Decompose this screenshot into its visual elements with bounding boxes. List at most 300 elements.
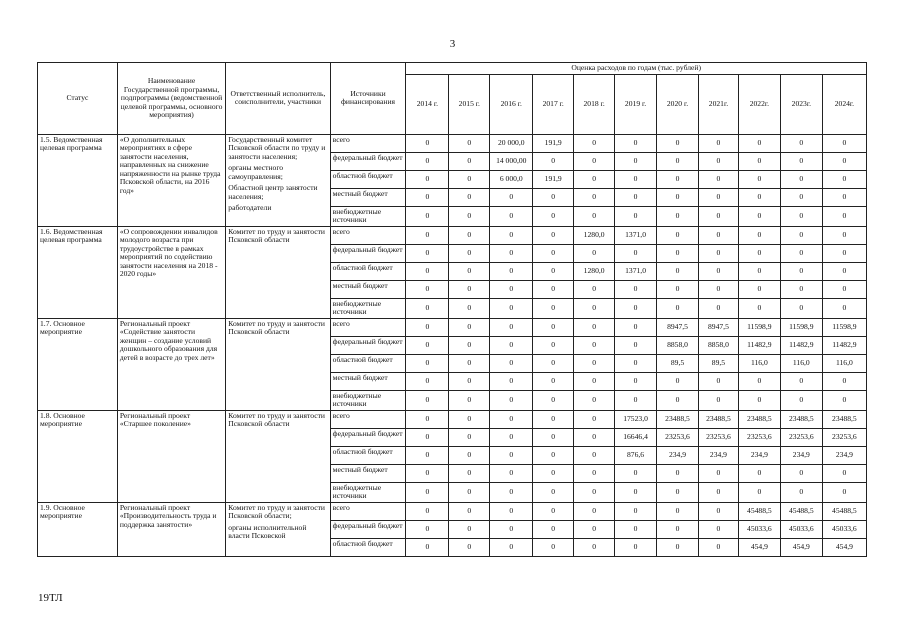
- amount-cell: 0: [490, 188, 533, 206]
- amount-cell: 0: [657, 244, 699, 262]
- amount-cell: 0: [780, 170, 822, 188]
- amount-cell: 0: [406, 206, 449, 226]
- footer-code: 19ТЛ: [38, 592, 63, 604]
- amount-cell: 0: [449, 520, 490, 538]
- amount-cell: 0: [738, 482, 780, 502]
- amount-cell: 0: [822, 482, 866, 502]
- amount-cell: 0: [657, 206, 699, 226]
- amount-cell: 0: [615, 318, 657, 336]
- amount-cell: 0: [406, 372, 449, 390]
- amount-cell: 0: [657, 538, 699, 556]
- amount-cell: 14 000,00: [490, 152, 533, 170]
- amount-cell: 0: [780, 134, 822, 152]
- amount-cell: 0: [574, 410, 615, 428]
- amount-cell: 0: [574, 188, 615, 206]
- amount-cell: 0: [615, 188, 657, 206]
- amount-cell: 0: [449, 318, 490, 336]
- amount-cell: 0: [490, 538, 533, 556]
- amount-cell: 0: [822, 262, 866, 280]
- amount-cell: 0: [574, 482, 615, 502]
- amount-cell: 0: [490, 226, 533, 244]
- amount-cell: 876,6: [615, 446, 657, 464]
- amount-cell: 0: [533, 262, 574, 280]
- amount-cell: 0: [449, 464, 490, 482]
- row-program-name: «О дополнительных мероприятиях в сфере занятости населения, направленных на снижение напряженности на рынке труда Псковской области, на 2016 год»: [117, 134, 225, 226]
- responsible-line: работодатели: [228, 203, 272, 212]
- amount-cell: 0: [406, 354, 449, 372]
- amount-cell: 0: [698, 390, 738, 410]
- header-year: 2024г.: [822, 74, 866, 134]
- amount-cell: 0: [780, 152, 822, 170]
- amount-cell: 0: [406, 446, 449, 464]
- amount-cell: 0: [490, 318, 533, 336]
- table-row: [38, 502, 867, 520]
- amount-cell: 0: [406, 298, 449, 318]
- amount-cell: 0: [449, 446, 490, 464]
- responsible-line: органы исполнительной власти Псковской: [228, 522, 307, 540]
- amount-cell: 0: [406, 410, 449, 428]
- amount-cell: 0: [449, 188, 490, 206]
- amount-cell: 0: [449, 298, 490, 318]
- funding-source: областной бюджет: [330, 262, 406, 280]
- amount-cell: 45033,6: [780, 520, 822, 538]
- header-sources: Источники финансирования: [330, 63, 406, 135]
- amount-cell: 0: [698, 372, 738, 390]
- amount-cell: 0: [533, 520, 574, 538]
- amount-cell: 0: [574, 520, 615, 538]
- amount-cell: 0: [615, 538, 657, 556]
- amount-cell: 23253,6: [698, 428, 738, 446]
- amount-cell: 116,0: [738, 354, 780, 372]
- row-program-name: Региональный проект «Старшее поколение»: [117, 410, 225, 502]
- amount-cell: 0: [657, 152, 699, 170]
- amount-cell: 11482,9: [738, 336, 780, 354]
- amount-cell: 1280,0: [574, 262, 615, 280]
- amount-cell: 0: [615, 520, 657, 538]
- amount-cell: 0: [822, 134, 866, 152]
- amount-cell: 0: [574, 280, 615, 298]
- amount-cell: 0: [657, 170, 699, 188]
- amount-cell: 0: [780, 206, 822, 226]
- amount-cell: 0: [822, 170, 866, 188]
- header-year: 2019 г.: [615, 74, 657, 134]
- amount-cell: 8858,0: [657, 336, 699, 354]
- amount-cell: 0: [780, 226, 822, 244]
- amount-cell: 0: [615, 280, 657, 298]
- row-status: 1.5. Ведомственная целевая программа: [38, 134, 118, 226]
- amount-cell: 234,9: [738, 446, 780, 464]
- amount-cell: 0: [406, 262, 449, 280]
- header-year: 2023г.: [780, 74, 822, 134]
- funding-source: федеральный бюджет: [330, 244, 406, 262]
- amount-cell: 23253,6: [822, 428, 866, 446]
- funding-source: федеральный бюджет: [330, 520, 406, 538]
- amount-cell: 8858,0: [698, 336, 738, 354]
- amount-cell: 45488,5: [780, 502, 822, 520]
- amount-cell: 234,9: [698, 446, 738, 464]
- amount-cell: 0: [406, 134, 449, 152]
- funding-source: местный бюджет: [330, 464, 406, 482]
- funding-source: всего: [330, 134, 406, 152]
- amount-cell: 0: [698, 464, 738, 482]
- amount-cell: 0: [490, 446, 533, 464]
- amount-cell: 23488,5: [698, 410, 738, 428]
- amount-cell: 23488,5: [738, 410, 780, 428]
- amount-cell: 0: [406, 428, 449, 446]
- amount-cell: 23488,5: [780, 410, 822, 428]
- amount-cell: 0: [449, 244, 490, 262]
- responsible-line: Комитет по труду и занятости Псковской области: [228, 410, 325, 428]
- amount-cell: 0: [449, 170, 490, 188]
- funding-source: федеральный бюджет: [330, 336, 406, 354]
- amount-cell: 0: [822, 372, 866, 390]
- amount-cell: 0: [780, 390, 822, 410]
- amount-cell: 23488,5: [822, 410, 866, 428]
- header-year: 2020 г.: [657, 74, 699, 134]
- amount-cell: 0: [657, 482, 699, 502]
- amount-cell: 0: [657, 188, 699, 206]
- responsible-line: Государственный комитет Псковской области по труду и занятости населения;: [228, 134, 326, 161]
- amount-cell: 191,9: [533, 134, 574, 152]
- amount-cell: 0: [490, 354, 533, 372]
- amount-cell: 0: [406, 390, 449, 410]
- amount-cell: 0: [574, 170, 615, 188]
- amount-cell: 45488,5: [822, 502, 866, 520]
- amount-cell: 0: [490, 206, 533, 226]
- amount-cell: 0: [533, 152, 574, 170]
- amount-cell: 0: [533, 502, 574, 520]
- row-responsible: [226, 134, 330, 226]
- header-year: 2018 г.: [574, 74, 615, 134]
- amount-cell: 0: [449, 390, 490, 410]
- amount-cell: 0: [406, 226, 449, 244]
- amount-cell: 0: [738, 244, 780, 262]
- amount-cell: 0: [406, 152, 449, 170]
- amount-cell: 11598,9: [822, 318, 866, 336]
- amount-cell: 0: [615, 502, 657, 520]
- amount-cell: 0: [490, 428, 533, 446]
- amount-cell: 234,9: [780, 446, 822, 464]
- amount-cell: 23253,6: [657, 428, 699, 446]
- header-name: Наименование Государственной программы, подпрограммы (ведомственной целевой программы, основного мероприятия): [117, 63, 225, 135]
- amount-cell: 45488,5: [738, 502, 780, 520]
- amount-cell: 0: [490, 372, 533, 390]
- funding-source: местный бюджет: [330, 280, 406, 298]
- funding-source: всего: [330, 410, 406, 428]
- expenditure-table: [37, 62, 867, 557]
- row-status: 1.6. Ведомственная целевая программа: [38, 226, 118, 318]
- table-row: [38, 226, 867, 244]
- amount-cell: 0: [406, 538, 449, 556]
- table-body: [38, 134, 867, 556]
- amount-cell: 0: [533, 482, 574, 502]
- amount-cell: 454,9: [822, 538, 866, 556]
- amount-cell: 23488,5: [657, 410, 699, 428]
- amount-cell: 0: [449, 152, 490, 170]
- amount-cell: 0: [490, 482, 533, 502]
- funding-source: местный бюджет: [330, 372, 406, 390]
- amount-cell: 0: [490, 336, 533, 354]
- amount-cell: 0: [822, 280, 866, 298]
- header-estimate: Оценка расходов по годам (тыс. рублей): [406, 63, 867, 75]
- amount-cell: 0: [698, 206, 738, 226]
- header-year: 2016 г.: [490, 74, 533, 134]
- amount-cell: 0: [738, 226, 780, 244]
- amount-cell: 0: [615, 134, 657, 152]
- amount-cell: 0: [406, 318, 449, 336]
- amount-cell: 0: [615, 390, 657, 410]
- amount-cell: 0: [780, 262, 822, 280]
- amount-cell: 0: [533, 206, 574, 226]
- amount-cell: 1280,0: [574, 226, 615, 244]
- amount-cell: 0: [822, 464, 866, 482]
- amount-cell: 0: [406, 482, 449, 502]
- amount-cell: 0: [406, 280, 449, 298]
- amount-cell: 0: [449, 428, 490, 446]
- amount-cell: 0: [615, 298, 657, 318]
- amount-cell: 0: [574, 428, 615, 446]
- amount-cell: 0: [490, 280, 533, 298]
- amount-cell: 0: [657, 390, 699, 410]
- header-status: Статус: [38, 63, 118, 135]
- amount-cell: 0: [574, 318, 615, 336]
- amount-cell: 0: [490, 298, 533, 318]
- table-header: [38, 63, 867, 135]
- amount-cell: 0: [822, 152, 866, 170]
- responsible-line: Областной центр занятости населения;: [228, 183, 318, 201]
- amount-cell: 0: [738, 262, 780, 280]
- amount-cell: 0: [822, 188, 866, 206]
- amount-cell: 0: [615, 152, 657, 170]
- amount-cell: 0: [490, 464, 533, 482]
- amount-cell: 0: [698, 134, 738, 152]
- amount-cell: 0: [738, 298, 780, 318]
- amount-cell: 0: [449, 134, 490, 152]
- amount-cell: 23253,6: [738, 428, 780, 446]
- table-row: [38, 318, 867, 336]
- table-row: [38, 134, 867, 152]
- responsible-line: Комитет по труду и занятости Псковской области;: [228, 502, 325, 520]
- amount-cell: 0: [406, 336, 449, 354]
- amount-cell: 0: [698, 482, 738, 502]
- funding-source: областной бюджет: [330, 170, 406, 188]
- amount-cell: 0: [698, 280, 738, 298]
- amount-cell: 0: [533, 538, 574, 556]
- funding-source: федеральный бюджет: [330, 152, 406, 170]
- amount-cell: 191,9: [533, 170, 574, 188]
- amount-cell: 0: [406, 188, 449, 206]
- amount-cell: 0: [449, 502, 490, 520]
- amount-cell: 0: [574, 298, 615, 318]
- amount-cell: 0: [698, 538, 738, 556]
- amount-cell: 0: [657, 298, 699, 318]
- amount-cell: 0: [615, 206, 657, 226]
- amount-cell: 0: [698, 226, 738, 244]
- amount-cell: 0: [574, 446, 615, 464]
- amount-cell: 0: [822, 206, 866, 226]
- row-status: 1.8. Основное мероприятие: [38, 410, 118, 502]
- amount-cell: 0: [738, 134, 780, 152]
- amount-cell: 0: [490, 262, 533, 280]
- header-year: 2015 г.: [449, 74, 490, 134]
- amount-cell: 116,0: [822, 354, 866, 372]
- amount-cell: 0: [574, 538, 615, 556]
- amount-cell: 0: [533, 390, 574, 410]
- amount-cell: 0: [738, 464, 780, 482]
- amount-cell: 0: [698, 502, 738, 520]
- amount-cell: 0: [449, 372, 490, 390]
- amount-cell: 0: [449, 226, 490, 244]
- row-responsible: [226, 318, 330, 410]
- row-status: 1.9. Основное мероприятие: [38, 502, 118, 556]
- funding-source: всего: [330, 502, 406, 520]
- amount-cell: 11598,9: [738, 318, 780, 336]
- funding-source: федеральный бюджет: [330, 428, 406, 446]
- amount-cell: 11482,9: [780, 336, 822, 354]
- amount-cell: 0: [449, 206, 490, 226]
- amount-cell: 0: [738, 188, 780, 206]
- responsible-line: Комитет по труду и занятости Псковской области: [228, 226, 325, 244]
- amount-cell: 0: [738, 280, 780, 298]
- row-responsible: [226, 502, 330, 556]
- amount-cell: 0: [449, 538, 490, 556]
- amount-cell: 0: [738, 206, 780, 226]
- amount-cell: 0: [657, 464, 699, 482]
- header-responsible: Ответственный исполнитель, соисполнители, участники: [226, 63, 330, 135]
- amount-cell: 0: [533, 298, 574, 318]
- amount-cell: 45033,6: [822, 520, 866, 538]
- amount-cell: 0: [406, 502, 449, 520]
- amount-cell: 454,9: [738, 538, 780, 556]
- amount-cell: 23253,6: [780, 428, 822, 446]
- amount-cell: 0: [490, 520, 533, 538]
- amount-cell: 0: [657, 134, 699, 152]
- amount-cell: 0: [738, 152, 780, 170]
- amount-cell: 0: [533, 226, 574, 244]
- amount-cell: 0: [698, 152, 738, 170]
- amount-cell: 0: [657, 226, 699, 244]
- row-program-name: Региональный проект «Содействие занятости женщин – создание условий дошкольного образования для детей в возрасте до трех лет»: [117, 318, 225, 410]
- amount-cell: 0: [449, 262, 490, 280]
- amount-cell: 0: [449, 410, 490, 428]
- amount-cell: 0: [615, 170, 657, 188]
- amount-cell: 0: [574, 244, 615, 262]
- row-status: 1.7. Основное мероприятие: [38, 318, 118, 410]
- amount-cell: 0: [533, 446, 574, 464]
- amount-cell: 0: [574, 134, 615, 152]
- funding-source: местный бюджет: [330, 188, 406, 206]
- funding-source: внебюджетные источники: [330, 298, 406, 318]
- amount-cell: 0: [490, 502, 533, 520]
- amount-cell: 0: [698, 170, 738, 188]
- amount-cell: 0: [533, 336, 574, 354]
- amount-cell: 454,9: [780, 538, 822, 556]
- funding-source: внебюджетные источники: [330, 482, 406, 502]
- amount-cell: 0: [533, 280, 574, 298]
- amount-cell: 0: [822, 390, 866, 410]
- amount-cell: 0: [657, 520, 699, 538]
- amount-cell: 8947,5: [698, 318, 738, 336]
- amount-cell: 0: [780, 244, 822, 262]
- amount-cell: 0: [780, 280, 822, 298]
- amount-cell: 0: [780, 372, 822, 390]
- amount-cell: 0: [490, 390, 533, 410]
- amount-cell: 0: [533, 464, 574, 482]
- amount-cell: 17523,0: [615, 410, 657, 428]
- amount-cell: 0: [780, 298, 822, 318]
- amount-cell: 0: [698, 244, 738, 262]
- amount-cell: 0: [449, 336, 490, 354]
- amount-cell: 0: [657, 372, 699, 390]
- amount-cell: 0: [449, 354, 490, 372]
- amount-cell: 0: [406, 520, 449, 538]
- amount-cell: 0: [574, 502, 615, 520]
- amount-cell: 0: [406, 464, 449, 482]
- row-responsible: [226, 226, 330, 318]
- amount-cell: 1371,0: [615, 262, 657, 280]
- funding-source: всего: [330, 318, 406, 336]
- funding-source: внебюджетные источники: [330, 206, 406, 226]
- funding-source: областной бюджет: [330, 446, 406, 464]
- amount-cell: 0: [698, 520, 738, 538]
- amount-cell: 11482,9: [822, 336, 866, 354]
- amount-cell: 0: [615, 464, 657, 482]
- responsible-line: Комитет по труду и занятости Псковской области: [228, 318, 325, 336]
- amount-cell: 234,9: [822, 446, 866, 464]
- amount-cell: 0: [574, 372, 615, 390]
- amount-cell: 0: [657, 280, 699, 298]
- header-year: 2021г.: [698, 74, 738, 134]
- amount-cell: 0: [780, 464, 822, 482]
- amount-cell: 116,0: [780, 354, 822, 372]
- amount-cell: 0: [449, 280, 490, 298]
- amount-cell: 0: [533, 410, 574, 428]
- header-year: 2022г.: [738, 74, 780, 134]
- amount-cell: 0: [698, 188, 738, 206]
- amount-cell: 0: [698, 298, 738, 318]
- amount-cell: 6 000,0: [490, 170, 533, 188]
- amount-cell: 0: [574, 206, 615, 226]
- funding-source: всего: [330, 226, 406, 244]
- amount-cell: 0: [698, 262, 738, 280]
- amount-cell: 0: [574, 152, 615, 170]
- row-responsible: [226, 410, 330, 502]
- amount-cell: 89,5: [657, 354, 699, 372]
- amount-cell: 11598,9: [780, 318, 822, 336]
- amount-cell: 20 000,0: [490, 134, 533, 152]
- amount-cell: 0: [533, 244, 574, 262]
- amount-cell: 89,5: [698, 354, 738, 372]
- amount-cell: 1371,0: [615, 226, 657, 244]
- amount-cell: 0: [822, 298, 866, 318]
- amount-cell: 0: [657, 262, 699, 280]
- amount-cell: 234,9: [657, 446, 699, 464]
- amount-cell: 0: [822, 244, 866, 262]
- funding-source: областной бюджет: [330, 538, 406, 556]
- amount-cell: 0: [822, 226, 866, 244]
- amount-cell: 0: [615, 336, 657, 354]
- amount-cell: 0: [574, 354, 615, 372]
- amount-cell: 0: [615, 354, 657, 372]
- amount-cell: 8947,5: [657, 318, 699, 336]
- table-row: [38, 410, 867, 428]
- amount-cell: 16646,4: [615, 428, 657, 446]
- amount-cell: 0: [738, 390, 780, 410]
- amount-cell: 0: [449, 482, 490, 502]
- amount-cell: 0: [490, 244, 533, 262]
- amount-cell: 0: [780, 482, 822, 502]
- row-program-name: «О сопровождении инвалидов молодого возраста при трудоустройстве в рамках мероприятий по содействию занятости населения на 2018 - 2020 годы»: [117, 226, 225, 318]
